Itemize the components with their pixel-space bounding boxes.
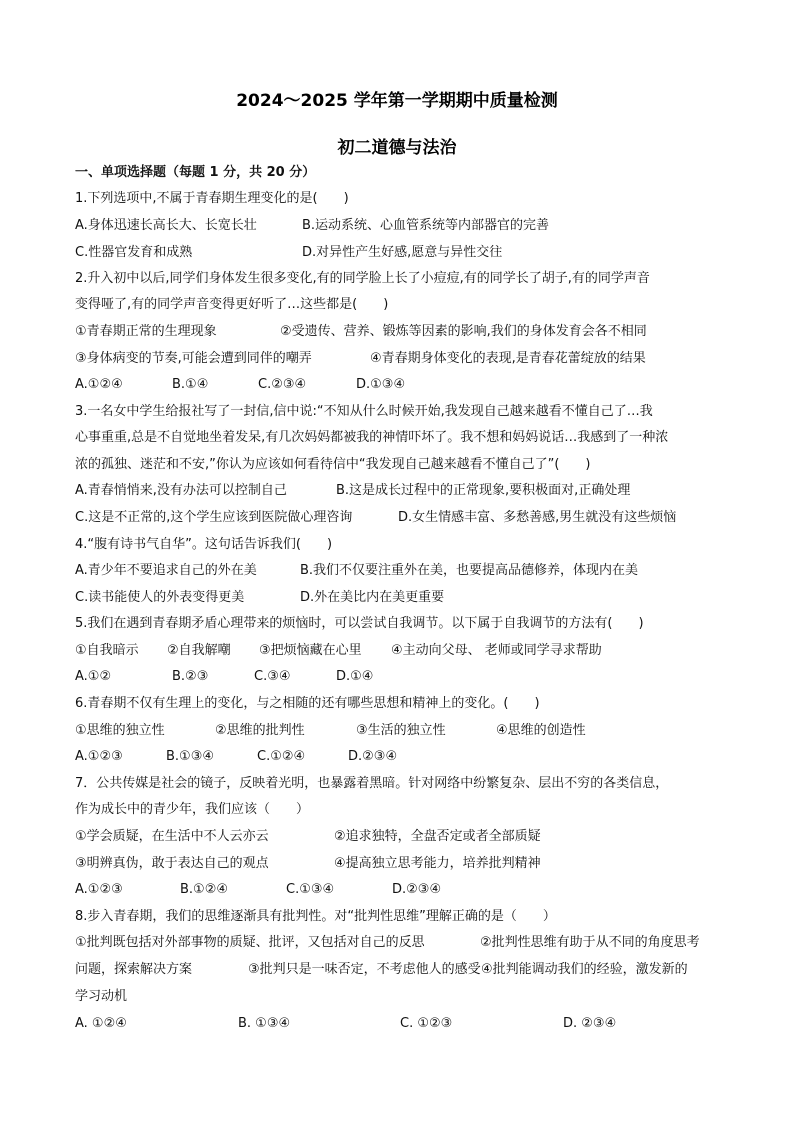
question-8-statement-4: ④批判能调动我们的经验，激发新的 — [481, 962, 688, 977]
question-8-option-d: D. ②③④ — [563, 1016, 617, 1031]
question-3-option-a: A.青春悄悄来,没有办法可以控制自己 — [75, 483, 287, 498]
question-7-stem-line-1: 7．公共传媒是社会的镜子，反映着光明，也暴露着黑暗。针对网络中纷繁复杂、层出不穷的各类信息， — [75, 776, 669, 791]
question-7-stem-line-2: 作为成长中的青少年，我们应该（ ） — [75, 802, 310, 817]
question-7-option-d: D.②③④ — [392, 882, 442, 897]
question-8-option-a: A. ①②④ — [75, 1016, 127, 1031]
section-heading: 一、单项选择题（每题 1 分，共 20 分） — [75, 165, 316, 180]
question-7-option-c: C.①③④ — [286, 882, 335, 897]
question-7-statement-4: ④提高独立思考能力，培养批判精神 — [334, 856, 541, 871]
question-2-statement-4: ④青春期身体变化的表现,是青春花蕾绽放的结果 — [370, 351, 646, 366]
question-6-statement-3: ③生活的独立性 — [356, 723, 446, 738]
question-7-option-a: A.①②③ — [75, 882, 123, 897]
question-7-statement-2: ②追求独特，全盘否定或者全部质疑 — [334, 829, 541, 844]
question-7-option-b: B.①②④ — [180, 882, 229, 897]
question-6-option-b: B.①③④ — [166, 749, 215, 764]
question-8-option-b: B. ①③④ — [238, 1016, 291, 1031]
question-8-statement-3: ③批判只是一味否定，不考虑他人的感受 — [248, 962, 481, 977]
question-5-statement-4: ④主动向父母、 老师或同学寻求帮助 — [391, 643, 602, 658]
question-8-option-c: C. ①②③ — [400, 1016, 453, 1031]
question-3-stem-line-3: 浓的孤独、迷茫和不安,”你认为应该如何看待信中“我发现自己越来越看不懂自己了”( ) — [75, 457, 591, 472]
question-1-option-c: C.性器官发育和成熟 — [75, 245, 193, 260]
question-6-statement-2: ②思维的批判性 — [215, 723, 305, 738]
question-8-stem: 8.步入青春期，我们的思维逐渐具有批判性。对“批判性思维”理解正确的是（ ） — [75, 909, 556, 924]
question-2-stem-line-2: 变得哑了,有的同学声音变得更好听了…这些都是( ) — [75, 297, 389, 312]
question-8-statement-1: ①批判既包括对外部事物的质疑、批评，又包括对自己的反思 — [75, 935, 425, 950]
question-4-stem: 4.“腹有诗书气自华”。这句话告诉我们( ) — [75, 537, 333, 552]
exam-title: 2024～2025 学年第一学期期中质量检测 — [236, 91, 558, 111]
question-7-statement-1: ①学会质疑，在生活中不人云亦云 — [75, 829, 269, 844]
question-5-statement-1: ①自我暗示 — [75, 643, 139, 658]
question-3-option-c: C.这是不正常的,这个学生应该到医院做心理咨询 — [75, 510, 353, 525]
question-6-stem: 6.青春期不仅有生理上的变化，与之相随的还有哪些思想和精神上的变化。( ) — [75, 696, 540, 711]
question-3-option-b: B.这是成长过程中的正常现象,要积极面对,正确处理 — [336, 483, 631, 498]
question-3-stem-line-2: 心事重重,总是不自觉地坐着发呆,有几次妈妈都被我的神情吓坏了。我不想和妈妈说话…我感到了一种浓 — [75, 430, 669, 445]
question-5-option-b: B.②③ — [172, 669, 209, 684]
question-2-option-d: D.①③④ — [356, 377, 406, 392]
question-2-option-a: A.①②④ — [75, 377, 123, 392]
question-2-statement-3: ③身体病变的节奏,可能会遭到同伴的嘲弄 — [75, 351, 312, 366]
question-8-statement-2-continued: 问题，探索解决方案 — [75, 962, 193, 977]
question-6-option-a: A.①②③ — [75, 749, 123, 764]
question-4-option-a: A.青少年不要追求自己的外在美 — [75, 563, 257, 578]
question-4-option-c: C.读书能使人的外表变得更美 — [75, 590, 245, 605]
question-5-option-a: A.①② — [75, 669, 112, 684]
question-4-option-b: B.我们不仅要注重外在美，也要提高品德修养，体现内在美 — [300, 563, 639, 578]
question-6-statement-4: ④思维的创造性 — [496, 723, 586, 738]
question-5-stem: 5.我们在遇到青春期矛盾心理带来的烦恼时，可以尝试自我调节。以下属于自我调节的方法有( ) — [75, 616, 644, 631]
question-1-option-a: A.身体迅速长高长大、长宽长壮 — [75, 218, 257, 233]
question-5-option-d: D.①④ — [336, 669, 374, 684]
question-3-option-d: D.女生情感丰富、多愁善感,男生就没有这些烦恼 — [398, 510, 677, 525]
question-2-stem-line-1: 2.升入初中以后,同学们身体发生很多变化,有的同学脸上长了小痘痘,有的同学长了胡子,有的同学声音 — [75, 271, 650, 286]
question-1-option-d: D.对异性产生好感,愿意与异性交往 — [302, 245, 503, 260]
exam-subtitle: 初二道德与法治 — [337, 138, 457, 158]
question-4-option-d: D.外在美比内在美更重要 — [300, 590, 445, 605]
question-6-option-c: C.①②④ — [257, 749, 306, 764]
question-2-statement-1: ①青春期正常的生理现象 — [75, 324, 217, 339]
question-2-option-b: B.①④ — [172, 377, 209, 392]
question-1-stem: 1.下列选项中,不属于青春期生理变化的是( ) — [75, 191, 349, 206]
question-6-statement-1: ①思维的独立性 — [75, 723, 165, 738]
question-5-option-c: C.③④ — [254, 669, 291, 684]
question-1-option-b: B.运动系统、心血管系统等内部器官的完善 — [302, 218, 550, 233]
question-5-statement-2: ②自我解嘲 — [167, 643, 231, 658]
question-8-statement-2: ②批判性思维有助于从不同的角度思考 — [480, 935, 700, 950]
question-2-statement-2: ②受遗传、营养、锻炼等因素的影响,我们的身体发育会各不相同 — [280, 324, 647, 339]
question-7-statement-3: ③明辨真伪，敢于表达自己的观点 — [75, 856, 269, 871]
question-8-statement-4-continued: 学习动机 — [75, 989, 128, 1004]
question-6-option-d: D.②③④ — [348, 749, 398, 764]
question-3-stem-line-1: 3.一名女中学生给报社写了一封信,信中说:“不知从什么时候开始,我发现自己越来越看不懂自己了…我 — [75, 404, 653, 419]
question-5-statement-3: ③把烦恼藏在心里 — [259, 643, 362, 658]
question-2-option-c: C.②③④ — [258, 377, 307, 392]
